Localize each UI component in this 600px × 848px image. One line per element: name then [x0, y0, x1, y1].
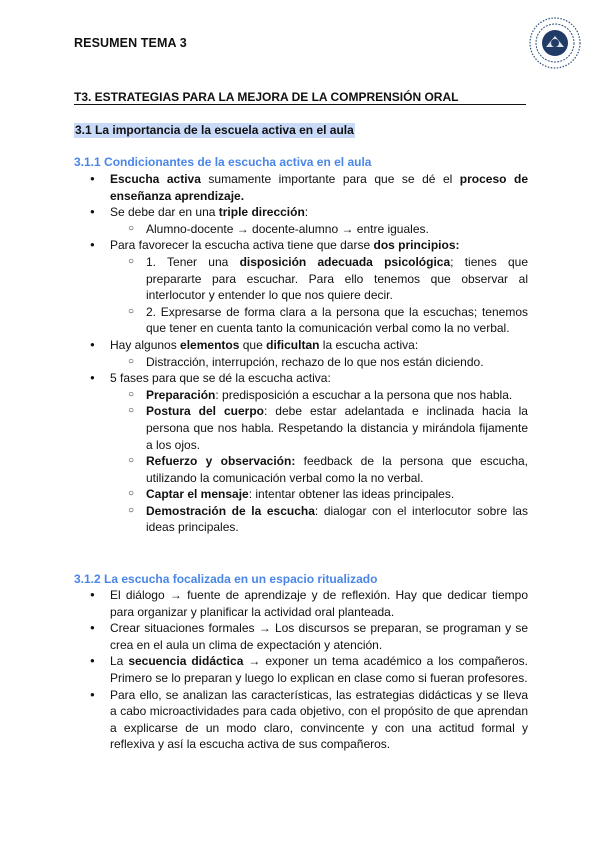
list-item: ● Para ello, se analizan las características, las estrategias didácticas y se lleva a cabo microactividades para cada objetivo, con el propósito de que aprendan a explicarse de un modo claro, convincente y con una actitud formal y reflexiva y así la escucha activa de sus compañeros. — [74, 687, 528, 753]
list-subitem: ○ Demostración de la escucha: dialogar con el interlocutor sobre las ideas principales. — [74, 503, 528, 536]
list-subitem: ○ Preparación: predisposición a escuchar a la persona que nos habla. — [74, 387, 528, 404]
section-heading-3-1: 3.1 La importancia de la escuela activa en el aula — [75, 123, 354, 137]
list-item: ● El diálogo → fuente de aprendizaje y de reflexión. Hay que dedicar tiempo para organizar y planificar la actividad oral planteada. — [74, 587, 528, 620]
list-subitem: ○ 1. Tener una disposición adecuada psicológica; tienes que prepararte para escuchar. Para ello tenemos que observar al interlocutor y entender lo que nos quiere decir. — [74, 254, 528, 304]
university-seal-icon — [529, 17, 581, 69]
document-header-title: RESUMEN TEMA 3 — [74, 36, 187, 50]
escucha-activa-list — [74, 171, 528, 536]
list-item: ● La secuencia didáctica → exponer un tema académico a los compañeros. Primero se lo preparan y luego lo explican en clase como si fueran profesores. — [74, 653, 528, 686]
list-subitem: ○ Postura del cuerpo: debe estar adelantada e inclinada hacia la persona que nos habla. Respetando la distancia y mirándola fijamente a los ojos. — [74, 403, 528, 453]
list-subitem: ○ Captar el mensaje: intentar obtener las ideas principales. — [74, 486, 528, 503]
list-item: ● Hay algunos elementos que dificultan la escucha activa: — [74, 337, 528, 354]
list-item: ● Para favorecer la escucha activa tiene que darse dos principios: — [74, 237, 528, 254]
section-heading-3-1-1: 3.1.1 Condicionantes de la escucha activa en el aula — [74, 155, 372, 169]
list-item: ● Se debe dar en una triple dirección: — [74, 204, 528, 221]
escucha-focalizada-list — [74, 587, 528, 753]
list-item: ● 5 fases para que se dé la escucha activa: — [74, 370, 528, 387]
topic-title: T3. ESTRATEGIAS PARA LA MEJORA DE LA COMPRENSIÓN ORAL — [74, 90, 526, 105]
list-subitem: ○ 2. Expresarse de forma clara a la persona que la escuchas; tenemos que tener en cuenta tanto la comunicación verbal como la no verbal. — [74, 304, 528, 337]
section-heading-3-1-2: 3.1.2 La escucha focalizada en un espacio ritualizado — [74, 572, 378, 586]
list-subitem: ○ Alumno-docente → docente-alumno → entre iguales. — [74, 221, 528, 238]
list-subitem: ○ Distracción, interrupción, rechazo de lo que nos están diciendo. — [74, 354, 528, 371]
list-item: ● Escucha activa sumamente importante para que se dé el proceso de enseñanza aprendizaje. — [74, 171, 528, 204]
list-subitem: ○ Refuerzo y observación: feedback de la persona que escucha, utilizando la comunicación verbal como la no verbal. — [74, 453, 528, 486]
list-item: ● Crear situaciones formales → Los discursos se preparan, se programan y se crea en el aula un clima de expectación y atención. — [74, 620, 528, 653]
